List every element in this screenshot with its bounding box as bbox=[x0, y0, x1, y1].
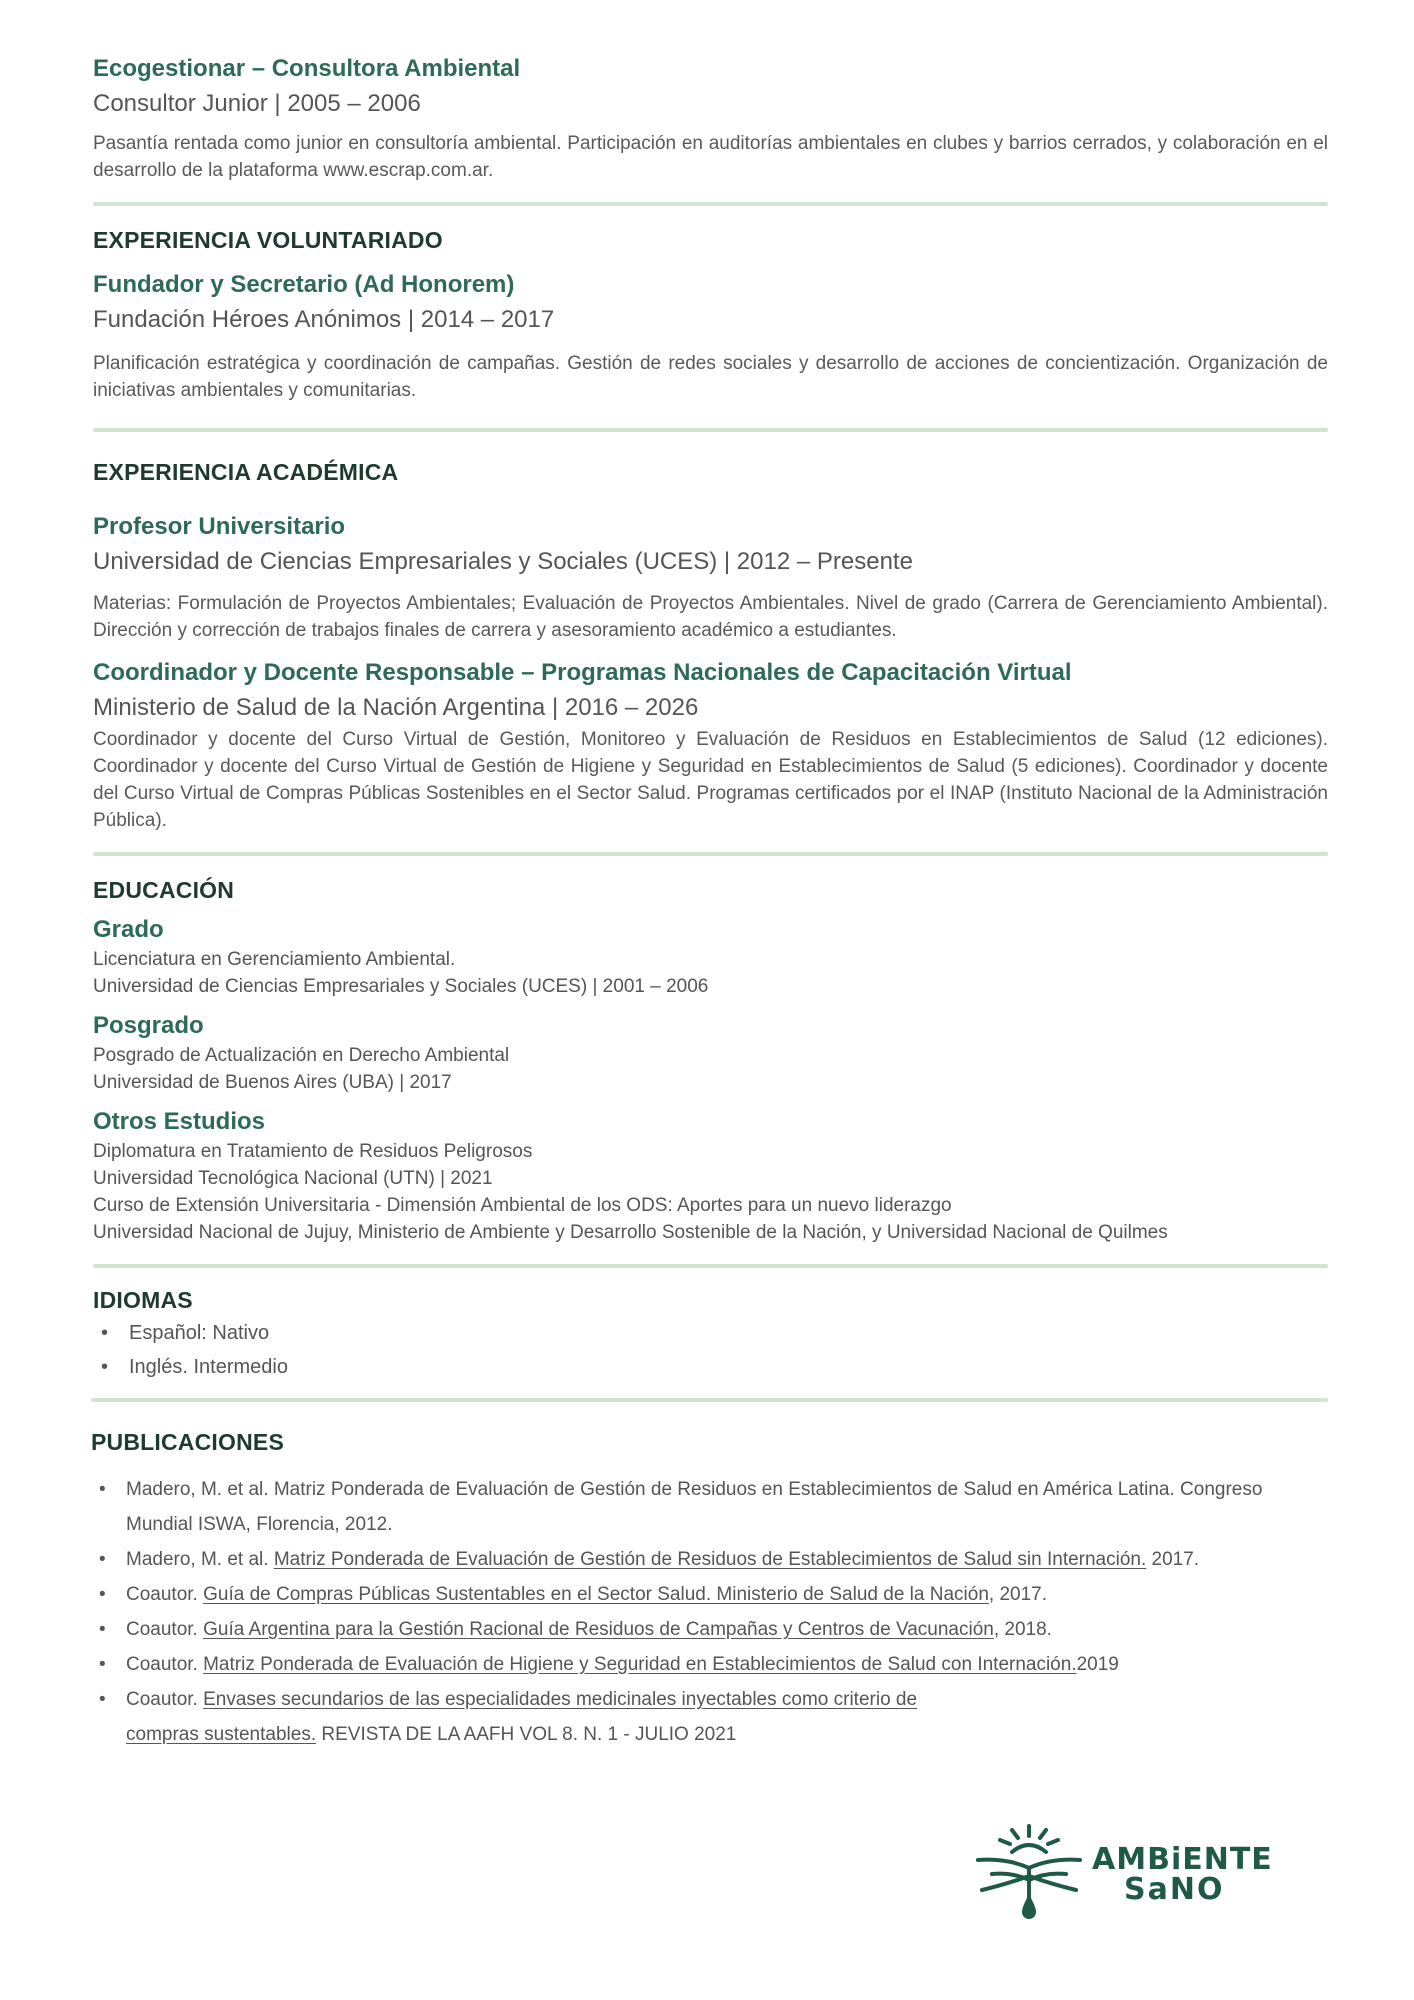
education-section bbox=[93, 874, 1328, 1246]
publication-text: Coautor. bbox=[126, 1619, 204, 1640]
resume-content bbox=[93, 52, 1328, 1752]
academic-item-description: Materias: Formulación de Proyectos Ambientales; Evaluación de Proyectos Ambientales. Nivel de grado (Carrera de Gerenciamiento Ambiental). Dirección y corrección de trabajos finales de carrera y asesoramiento académico a estudiantes. bbox=[93, 593, 1328, 641]
job-ecogestionar bbox=[93, 52, 1328, 184]
education-otros-label: Otros Estudios bbox=[93, 1108, 266, 1135]
volunteer-title: Fundador y Secretario (Ad Honorem) bbox=[93, 271, 515, 298]
publication-item bbox=[93, 1472, 1318, 1542]
section-title-education: EDUCACIÓN bbox=[93, 877, 235, 903]
education-line: Universidad Tecnológica Nacional (UTN) | 2021 bbox=[93, 1168, 493, 1189]
job-title: Ecogestionar – Consultora Ambiental bbox=[93, 55, 521, 82]
publication-link[interactable]: Matriz Ponderada de Evaluación de Higiene y Seguridad en Establecimientos de Salud con Internación. bbox=[203, 1654, 1077, 1675]
logo-wordmark bbox=[1092, 1842, 1273, 1907]
languages-list bbox=[93, 1316, 1328, 1384]
publication-text: Madero, M. et al. bbox=[126, 1549, 274, 1570]
volunteer-subtitle: Fundación Héroes Anónimos | 2014 – 2017 bbox=[93, 306, 555, 333]
publication-text: 2017. bbox=[1146, 1549, 1200, 1570]
publication-text: , 2017. bbox=[988, 1584, 1047, 1605]
academic-item-title: Profesor Universitario bbox=[93, 513, 346, 540]
section-title-volunteer: EXPERIENCIA VOLUNTARIADO bbox=[93, 227, 443, 253]
publication-item bbox=[93, 1577, 1318, 1612]
section-title-languages: IDIOMAS bbox=[93, 1287, 193, 1313]
section-title-publications: PUBLICACIONES bbox=[91, 1429, 285, 1455]
section-title-academic: EXPERIENCIA ACADÉMICA bbox=[93, 459, 399, 485]
logo-line-2: SaNO bbox=[1124, 1872, 1225, 1907]
education-line: Universidad Nacional de Jujuy, Ministerio de Ambiente y Desarrollo Sostenible de la Nación, y Universidad Nacional de Quilmes bbox=[93, 1222, 1168, 1243]
publication-item bbox=[93, 1612, 1318, 1647]
education-posgrado-label: Posgrado bbox=[93, 1012, 204, 1039]
academic-item-subtitle: Ministerio de Salud de la Nación Argentina | 2016 – 2026 bbox=[93, 694, 699, 721]
publication-text: Coautor. bbox=[126, 1689, 204, 1710]
publications-section bbox=[93, 1426, 1328, 1752]
publication-item bbox=[93, 1542, 1318, 1577]
publication-item bbox=[93, 1682, 966, 1752]
section-divider bbox=[91, 1398, 1328, 1402]
volunteer-section bbox=[93, 224, 1328, 404]
section-divider bbox=[93, 202, 1328, 206]
publication-text: , 2018. bbox=[993, 1619, 1052, 1640]
education-grado-label: Grado bbox=[93, 916, 164, 943]
education-line: Universidad de Buenos Aires (UBA) | 2017 bbox=[93, 1072, 452, 1093]
education-line: Licenciatura en Gerenciamiento Ambiental. bbox=[93, 949, 456, 970]
publication-text: Coautor. bbox=[126, 1654, 204, 1675]
volunteer-description: Planificación estratégica y coordinación de campañas. Gestión de redes sociales y desarrollo de acciones de concientización. Organización de iniciativas ambientales y comunitarias. bbox=[93, 353, 1328, 401]
publication-link[interactable]: Guía de Compras Públicas Sustentables en el Sector Salud. Ministerio de Salud de la Nación bbox=[203, 1584, 989, 1605]
education-line: Universidad de Ciencias Empresariales y Sociales (UCES) | 2001 – 2006 bbox=[93, 976, 709, 997]
academic-item-description: Coordinador y docente del Curso Virtual de Gestión, Monitoreo y Evaluación de Residuos en Establecimientos de Salud (12 ediciones). Coordinador y docente del Curso Virtual de Gestión de Higiene y Seguridad en Establecimientos de Salud (5 ediciones). Coordinador y docente del Curso Virtual de Compras Públicas Sostenibles en el Sector Salud. Programas certificados por el INAP (Instituto Nacional de la Administración Pública). bbox=[93, 729, 1328, 831]
education-line: Curso de Extensión Universitaria - Dimensión Ambiental de los ODS: Aportes para un nuevo liderazgo bbox=[93, 1195, 952, 1216]
publication-text: REVISTA DE LA AAFH VOL 8. N. 1 - JULIO 2021 bbox=[316, 1724, 737, 1745]
sun-drop-icon bbox=[972, 1822, 1087, 1922]
academic-section bbox=[93, 456, 1328, 834]
publication-text: 2019 bbox=[1076, 1654, 1119, 1675]
publication-link[interactable]: Matriz Ponderada de Evaluación de Gestión de Residuos de Establecimientos de Salud sin Internación. bbox=[273, 1549, 1147, 1570]
publications-list bbox=[93, 1472, 1318, 1752]
job-description: Pasantía rentada como junior en consultoría ambiental. Participación en auditorías ambientales en clubes y barrios cerrados, y colaboración en el desarrollo de la plataforma www.escrap.com.ar. bbox=[93, 133, 1328, 181]
education-line: Diplomatura en Tratamiento de Residuos Peligrosos bbox=[93, 1141, 533, 1162]
section-divider bbox=[93, 428, 1328, 432]
publication-text: Madero, M. et al. Matriz Ponderada de Evaluación de Gestión de Residuos en Establecimientos de Salud en América Latina. Congreso Mundial ISWA, Florencia, 2012. bbox=[126, 1479, 1263, 1535]
academic-item-title: Coordinador y Docente Responsable – Programas Nacionales de Capacitación Virtual bbox=[93, 659, 1072, 686]
list-item: • Inglés. Intermedio bbox=[93, 1350, 1328, 1384]
publication-link[interactable]: Guía Argentina para la Gestión Racional de Residuos de Campañas y Centros de Vacunación bbox=[203, 1619, 994, 1640]
job-subtitle: Consultor Junior | 2005 – 2006 bbox=[93, 90, 421, 117]
publication-link[interactable]: Envases secundarios de las especialidades medicinales inyectables como criterio de compras sustentables. bbox=[126, 1689, 918, 1745]
publication-text: Coautor. bbox=[126, 1584, 204, 1605]
publication-item bbox=[93, 1647, 1318, 1682]
languages-section bbox=[93, 1284, 1328, 1384]
ambiente-sano-logo bbox=[972, 1822, 1332, 1922]
section-divider bbox=[93, 852, 1328, 856]
list-item: • Español: Nativo bbox=[93, 1316, 1328, 1350]
section-divider bbox=[93, 1264, 1328, 1268]
logo-line-1: AMBiENTE bbox=[1092, 1842, 1273, 1877]
education-line: Posgrado de Actualización en Derecho Ambiental bbox=[93, 1045, 510, 1066]
academic-item-subtitle: Universidad de Ciencias Empresariales y Sociales (UCES) | 2012 – Presente bbox=[93, 548, 913, 575]
